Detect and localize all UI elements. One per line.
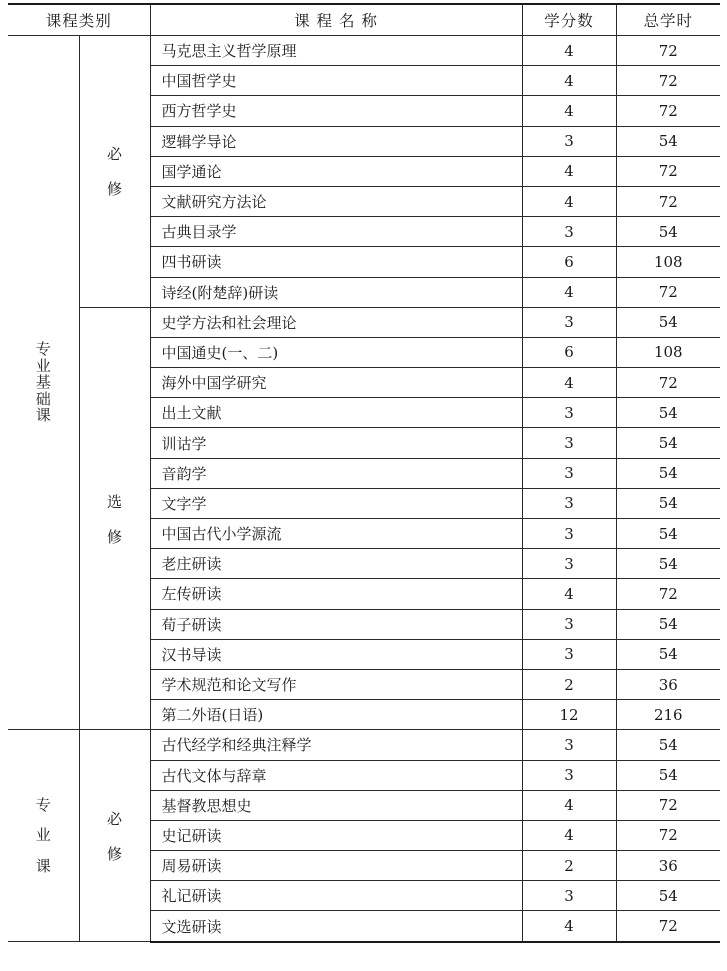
table-header-row — [8, 4, 720, 36]
course-credits: 3 — [522, 307, 616, 337]
course-hours: 54 — [616, 126, 720, 156]
course-name: 诗经(附楚辞)研读 — [150, 277, 522, 307]
course-hours: 54 — [616, 760, 720, 790]
course-name: 史记研读 — [150, 820, 522, 850]
course-name: 逻辑学导论 — [150, 126, 522, 156]
course-credits: 4 — [522, 820, 616, 850]
course-credits: 4 — [522, 36, 616, 66]
course-hours: 72 — [616, 156, 720, 186]
course-hours: 72 — [616, 911, 720, 942]
course-name: 礼记研读 — [150, 881, 522, 911]
course-credits: 4 — [522, 790, 616, 820]
course-credits: 4 — [522, 579, 616, 609]
course-name: 中国古代小学源流 — [150, 519, 522, 549]
course-credits: 6 — [522, 337, 616, 367]
course-name: 老庄研读 — [150, 549, 522, 579]
course-hours: 72 — [616, 66, 720, 96]
course-credits: 3 — [522, 519, 616, 549]
course-hours: 54 — [616, 609, 720, 639]
course-name: 海外中国学研究 — [150, 368, 522, 398]
course-hours: 72 — [616, 790, 720, 820]
course-credits: 2 — [522, 669, 616, 699]
course-credits: 3 — [522, 881, 616, 911]
course-name: 训诂学 — [150, 428, 522, 458]
course-hours: 108 — [616, 337, 720, 367]
course-hours: 216 — [616, 700, 720, 730]
vertical-label: 专 业 课 — [35, 795, 51, 875]
course-name: 古典目录学 — [150, 217, 522, 247]
course-hours: 72 — [616, 277, 720, 307]
course-credits: 3 — [522, 488, 616, 518]
course-credits: 3 — [522, 549, 616, 579]
course-name: 第二外语(日语) — [150, 700, 522, 730]
course-name: 文献研究方法论 — [150, 186, 522, 216]
vertical-label: 必 修 — [107, 809, 123, 863]
course-credits: 3 — [522, 398, 616, 428]
course-hours: 54 — [616, 398, 720, 428]
course-name: 国学通论 — [150, 156, 522, 186]
course-name: 文字学 — [150, 488, 522, 518]
table-row — [8, 36, 720, 66]
course-name: 中国哲学史 — [150, 66, 522, 96]
course-name: 基督教思想史 — [150, 790, 522, 820]
course-hours: 72 — [616, 579, 720, 609]
course-credits: 3 — [522, 428, 616, 458]
course-hours: 36 — [616, 851, 720, 881]
vertical-label: 必 修 — [107, 145, 123, 199]
vertical-label: 选 修 — [107, 492, 123, 546]
course-name: 文选研读 — [150, 911, 522, 942]
course-hours: 54 — [616, 217, 720, 247]
course-credits: 3 — [522, 730, 616, 760]
course-credits: 4 — [522, 66, 616, 96]
course-hours: 54 — [616, 730, 720, 760]
course-name: 出土文献 — [150, 398, 522, 428]
course-credits: 3 — [522, 217, 616, 247]
course-name: 史学方法和社会理论 — [150, 307, 522, 337]
table-row — [8, 730, 720, 760]
subcategory-cell — [79, 307, 150, 730]
course-hours: 54 — [616, 549, 720, 579]
course-hours: 72 — [616, 186, 720, 216]
course-hours: 54 — [616, 307, 720, 337]
course-hours: 54 — [616, 428, 720, 458]
subcategory-cell — [79, 730, 150, 942]
course-name: 汉书导读 — [150, 639, 522, 669]
course-hours: 36 — [616, 669, 720, 699]
course-hours: 54 — [616, 519, 720, 549]
course-hours: 54 — [616, 639, 720, 669]
course-name: 左传研读 — [150, 579, 522, 609]
course-credits: 12 — [522, 700, 616, 730]
header-course-name: 课 程 名 称 — [150, 4, 522, 36]
course-name: 古代经学和经典注释学 — [150, 730, 522, 760]
course-name: 四书研读 — [150, 247, 522, 277]
course-name: 周易研读 — [150, 851, 522, 881]
header-category: 课程类别 — [8, 4, 150, 36]
course-hours: 54 — [616, 488, 720, 518]
course-name: 荀子研读 — [150, 609, 522, 639]
vertical-label: 专 业 基 础 课 — [35, 340, 51, 425]
course-credits: 3 — [522, 609, 616, 639]
course-credits: 3 — [522, 458, 616, 488]
course-hours: 72 — [616, 36, 720, 66]
course-hours: 108 — [616, 247, 720, 277]
subcategory-cell — [79, 36, 150, 308]
header-hours: 总学时 — [616, 4, 720, 36]
course-name: 音韵学 — [150, 458, 522, 488]
course-hours: 54 — [616, 458, 720, 488]
course-table — [8, 3, 720, 943]
category-cell — [8, 36, 79, 730]
course-credits: 6 — [522, 247, 616, 277]
course-credits: 2 — [522, 851, 616, 881]
course-credits: 3 — [522, 126, 616, 156]
course-credits: 4 — [522, 277, 616, 307]
course-name: 马克思主义哲学原理 — [150, 36, 522, 66]
course-credits: 4 — [522, 96, 616, 126]
header-credits: 学分数 — [522, 4, 616, 36]
table-row — [8, 307, 720, 337]
course-name: 西方哲学史 — [150, 96, 522, 126]
course-hours: 54 — [616, 881, 720, 911]
course-credits: 3 — [522, 760, 616, 790]
course-hours: 72 — [616, 96, 720, 126]
course-credits: 4 — [522, 911, 616, 942]
course-credits: 4 — [522, 156, 616, 186]
course-credits: 4 — [522, 368, 616, 398]
course-name: 古代文体与辞章 — [150, 760, 522, 790]
course-hours: 72 — [616, 368, 720, 398]
course-credits: 3 — [522, 639, 616, 669]
course-name: 中国通史(一、二) — [150, 337, 522, 367]
course-name: 学术规范和论文写作 — [150, 669, 522, 699]
category-cell — [8, 730, 79, 942]
course-credits: 4 — [522, 186, 616, 216]
course-hours: 72 — [616, 820, 720, 850]
